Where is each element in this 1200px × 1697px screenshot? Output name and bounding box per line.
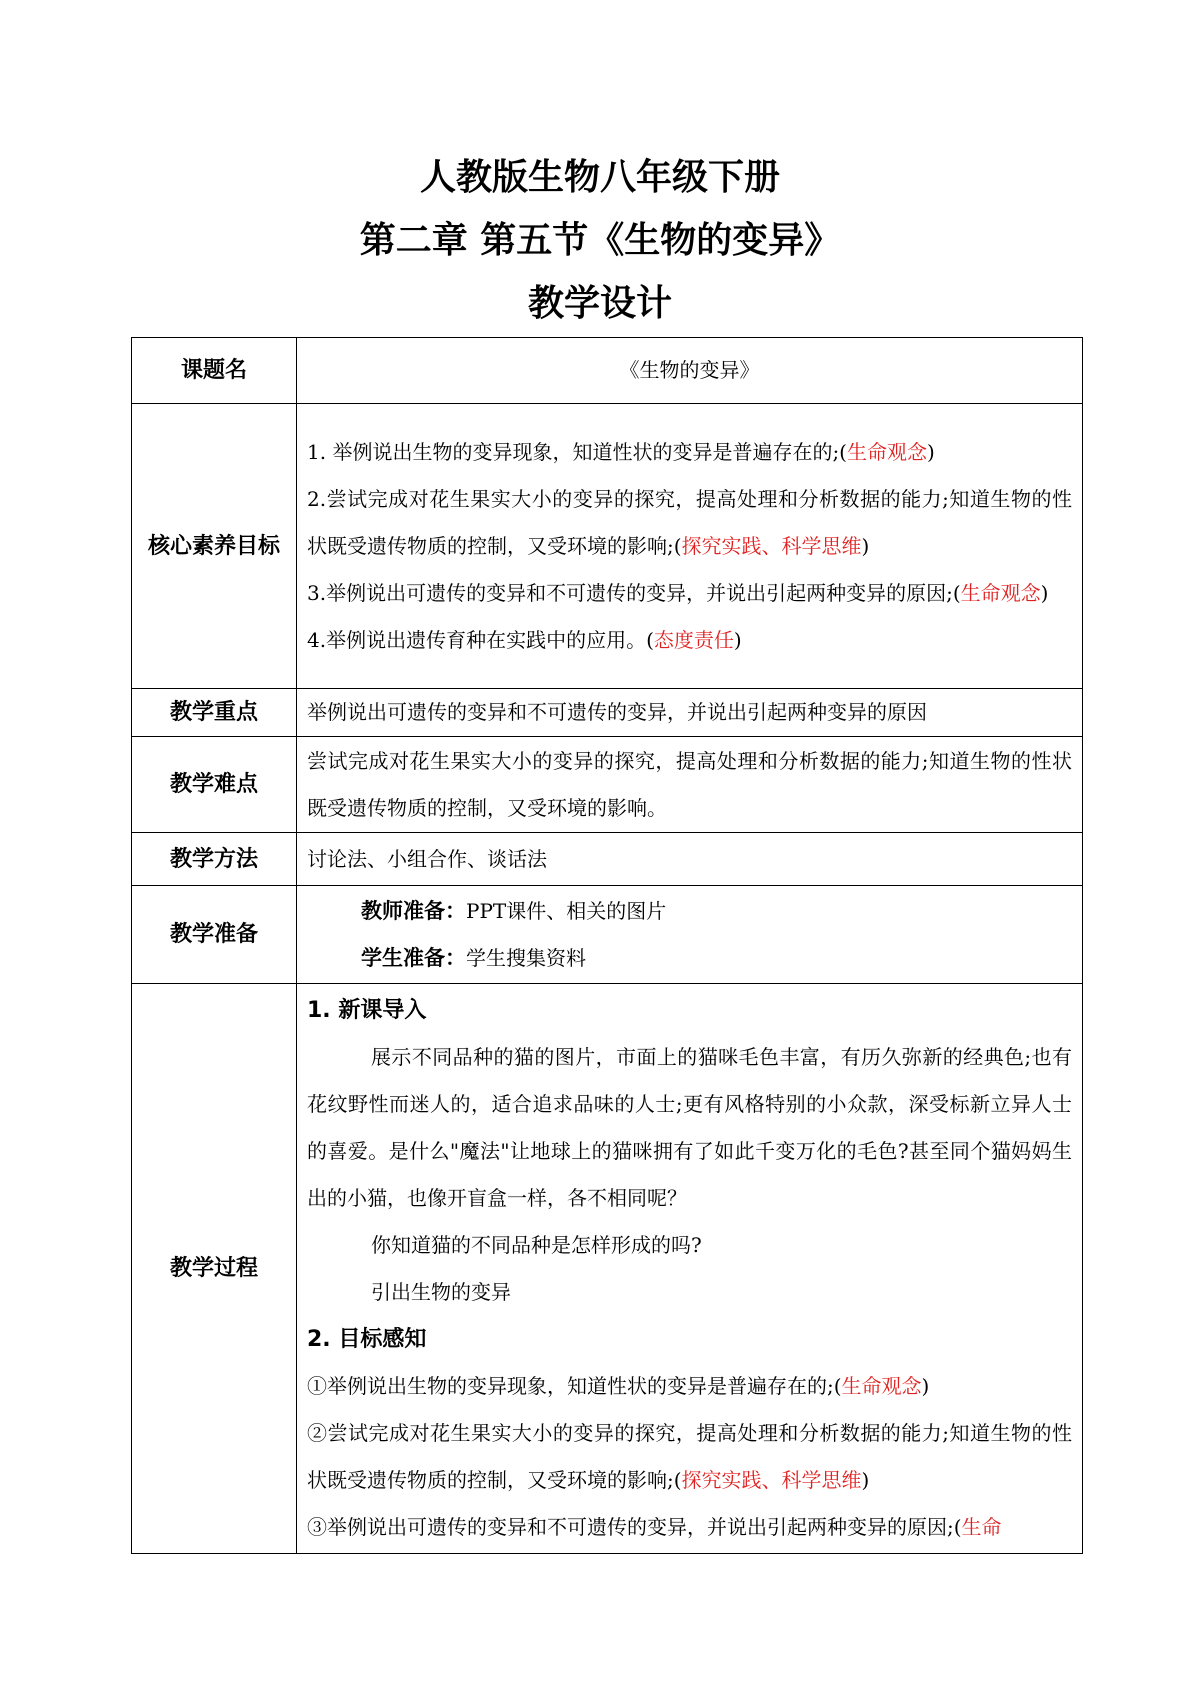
- label-process: 教学过程: [132, 984, 297, 1554]
- value-goals: [297, 404, 1083, 689]
- value-topic: 《生物的变异》: [297, 338, 1083, 404]
- table-row-difficulty: [132, 737, 1083, 833]
- table-row-prep: [132, 886, 1083, 984]
- section-heading-1: 1. 新课导入: [307, 997, 427, 1023]
- intro-question: 你知道猫的不同品种是怎样形成的吗?: [371, 1232, 702, 1257]
- label-method: 教学方法: [132, 833, 297, 886]
- target-item-3: ③举例说出可遗传的变异和不可遗传的变异，并说出引起两种变异的原因;(生命: [307, 1514, 1002, 1539]
- table-row-process: [132, 984, 1083, 1554]
- section-heading-2: 2. 目标感知: [307, 1326, 427, 1352]
- label-topic: 课题名: [132, 338, 297, 404]
- value-difficulty: 尝试完成对花生果实大小的变异的探究，提高处理和分析数据的能力;知道生物的性状既受遗传物质的控制，又受环境的影响。: [297, 737, 1083, 833]
- value-process: [297, 984, 1083, 1554]
- table-row-method: [132, 833, 1083, 886]
- goal-item-4: 4.举例说出遗传育种在实践中的应用。(态度责任): [307, 627, 742, 652]
- label-goals: 核心素养目标: [132, 404, 297, 689]
- target-item-2: ②尝试完成对花生果实大小的变异的探究，提高处理和分析数据的能力;知道生物的性状既受遗传物质的控制，又受环境的影响;(探究实践、科学思维): [307, 1420, 1072, 1492]
- intro-paragraph: 展示不同品种的猫的图片，市面上的猫咪毛色丰富，有历久弥新的经典色;也有花纹野性而迷人的，适合追求品味的人士;更有风格特别的小众款，深受标新立异人士的喜爱。是什么"魔法"让地球上的猫咪拥有了如此千变万化的毛色?甚至同个猫妈妈生出的小猫，也像开盲盒一样，各不相同呢？: [307, 1044, 1072, 1210]
- value-key-point: 举例说出可遗传的变异和不可遗传的变异，并说出引起两种变异的原因: [297, 689, 1083, 737]
- table-row-key-point: [132, 689, 1083, 737]
- value-prep: [297, 886, 1083, 984]
- lesson-plan-table: [131, 337, 1083, 1554]
- student-prep: 学生准备：学生搜集资料: [361, 945, 586, 970]
- label-difficulty: 教学难点: [132, 737, 297, 833]
- doc-title-line3: 教学设计: [527, 283, 672, 324]
- value-method: 讨论法、小组合作、谈话法: [297, 833, 1083, 886]
- teacher-prep: 教师准备：PPT课件、相关的图片: [361, 898, 667, 923]
- label-key-point: 教学重点: [132, 689, 297, 737]
- goal-item-2: 2.尝试完成对花生果实大小的变异的探究，提高处理和分析数据的能力;知道生物的性状既受遗传物质的控制，又受环境的影响;(探究实践、科学思维): [307, 486, 1072, 558]
- table-row-topic: [132, 338, 1083, 404]
- table-row-goals: [132, 404, 1083, 689]
- doc-title-line1: 人教版生物八年级下册: [419, 157, 780, 198]
- goal-item-3: 3.举例说出可遗传的变异和不可遗传的变异，并说出引起两种变异的原因;(生命观念): [307, 580, 1049, 605]
- target-item-1: ①举例说出生物的变异现象，知道性状的变异是普遍存在的;(生命观念): [307, 1373, 930, 1398]
- goal-item-1: 1. 举例说出生物的变异现象，知道性状的变异是普遍存在的;(生命观念): [307, 439, 935, 464]
- intro-lead: 引出生物的变异: [371, 1279, 511, 1304]
- doc-title-line2: 第二章 第五节《生物的变异》: [359, 220, 841, 261]
- label-prep: 教学准备: [132, 886, 297, 984]
